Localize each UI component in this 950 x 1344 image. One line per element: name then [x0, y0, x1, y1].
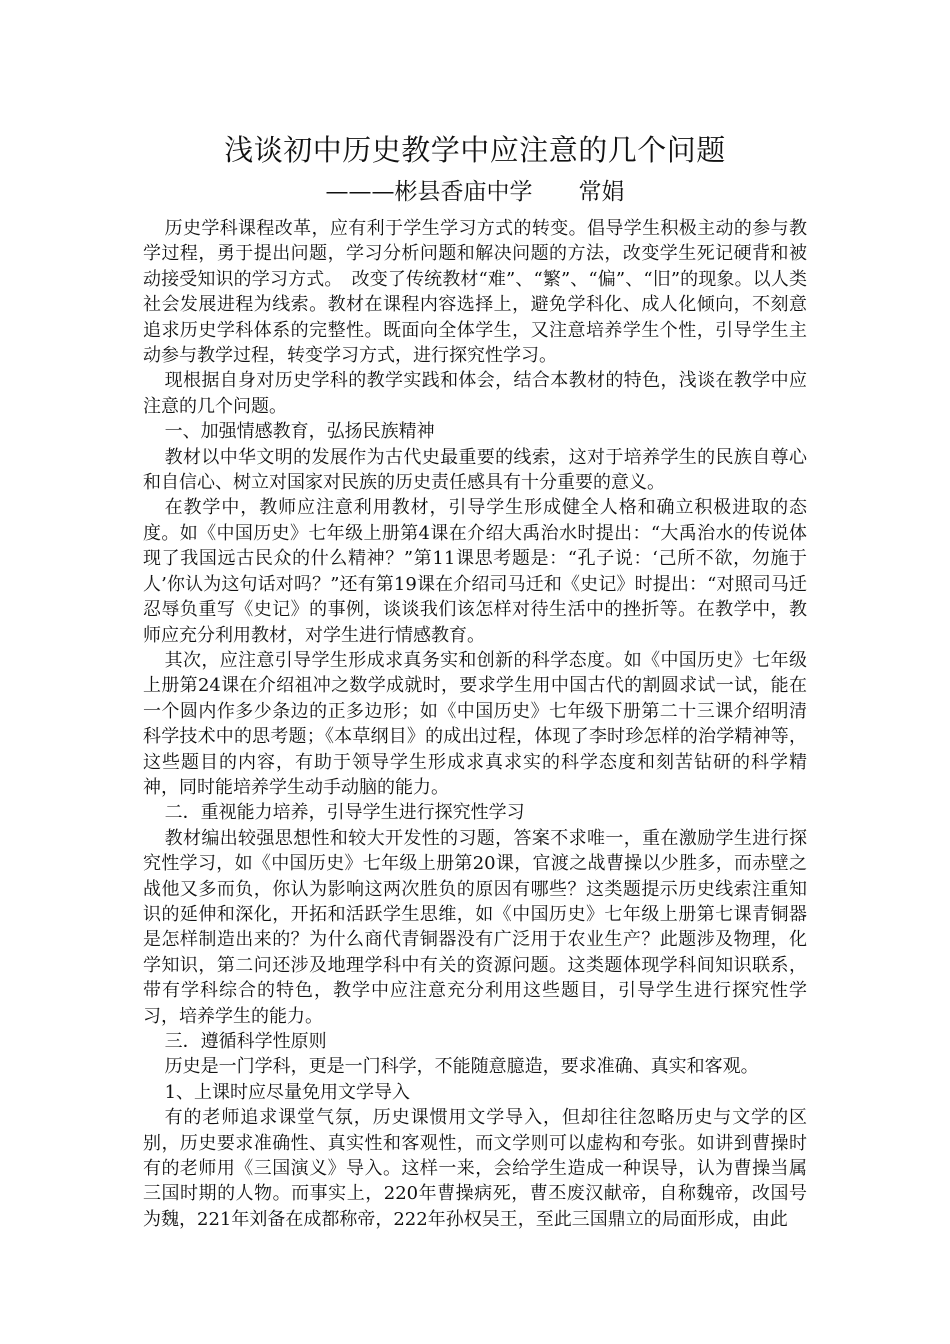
paragraph-intro: 历史学科课程改革，应有利于学生学习方式的转变。倡导学生积极主动的参与教学过程，勇于提出问题，学习分析问题和解决问题的方法，改变学生死记硬背和被动接受知识的学习方式。 改变了传统教材“难”、“繁”、“偏”、“旧”的现象。以人类社会发展进程为线索。教材在课程内容选择上，避免学科化、成人化倾向，不刻意追求历史学科体系的完整性。既面向全体学生，又注意培养学生个性，引导学生主动参与教学过程，转变学习方式，进行探究性学习。: [143, 218, 807, 367]
paragraph-purpose: 现根据自身对历史学科的教学实践和体会，结合本教材的特色，浅谈在教学中应注意的几个问题。: [143, 370, 807, 417]
section-heading-2: 二．重视能力培养，引导学生进行探究性学习: [164, 802, 525, 824]
paragraph: 在教学中，教师应注意利用教材，引导学生形成健全人格和确立积极进取的态度。如《中国历史》七年级上册第4课在介绍大禹治水时提出：“大禹治水的传说体现了我国远古民众的什么精神？”第11课思考题是：“孔子说：‘己所不欲，勿施于人’你认为这句话对吗？”还有第19课在介绍司马迁和《史记》时提出：“对照司马迁忍辱负重写《史记》的事例，谈谈我们该怎样对待生活中的挫折等。在教学中，教师应充分利用教材，对学生进行情感教育。: [143, 497, 807, 646]
paragraph: 有的老师追求课堂气氛，历史课惯用文学导入，但却往往忽略历史与文学的区别，历史要求准确性、真实性和客观性，而文学则可以虚构和夸张。如讲到曹操时有的老师用《三国演义》导入。这样一来，会给学生造成一种误导，认为曹操当属三国时期的人物。而事实上，220年曹操病死，曹丕废汉献帝，自称魏帝，改国号为魏，221年刘备在成都称帝，222年孙权吴王，至此三国鼎立的局面形成，由此: [143, 1107, 807, 1230]
paragraph: 教材以中华文明的发展作为古代史最重要的线索，这对于培养学生的民族自尊心和自信心、树立对国家对民族的历史责任感具有十分重要的意义。: [143, 446, 807, 494]
paragraph: 历史是一门学科，更是一门科学，不能随意臆造，要求准确、真实和客观。: [164, 1056, 759, 1078]
section-heading-3: 三．遵循科学性原则: [164, 1031, 327, 1052]
paragraph: 教材编出较强思想性和较大开发性的习题，答案不求唯一，重在激励学生进行探究性学习，如《中国历史》七年级上册第20课，官渡之战曹操以少胜多，而赤壁之战他又多而负，你认为影响这两次胜负的原因有哪些？这类题提示历史线索注重知识的延伸和深化，开拓和活跃学生思维，如《中国历史》七年级上册第七课青铜器是怎样制造出来的？为什么商代青铜器没有广泛用于农业生产？此题涉及物理，化学知识，第二问还涉及地理学科中有关的资源问题。这类题体现学科间知识联系，带有学科综合的特色，教学中应注意充分利用这些题目，引导学生进行探究性学习，培养学生的能力。: [143, 827, 807, 1027]
paragraph: 其次，应注意引导学生形成求真务实和创新的科学态度。如《中国历史》七年级上册第24课在介绍祖冲之数学成就时，要求学生用中国古代的割圆求试一试，能在一个圆内作多少条边的正多边形；如《中国历史》七年级下册第二十三课介绍明清科学技术中的思考题；《本草纲目》的成出过程，体现了李时珍怎样的治学精神等，这些题目的内容，有助于领导学生形成求真求实的科学态度和刻苦钻研的科学精神，同时能培养学生动手动脑的能力。: [143, 649, 807, 798]
section-heading-1: 一、加强情感教育，弘扬民族精神: [164, 421, 435, 443]
subsection-heading-1: 1、上课时应尽量免用文学导入: [164, 1081, 411, 1103]
document-title: 浅谈初中历史教学中应注意的几个问题: [224, 133, 726, 167]
document-page: [143, 128, 807, 1232]
document-byline: ———彬县香庙中学 常娟: [325, 179, 625, 205]
